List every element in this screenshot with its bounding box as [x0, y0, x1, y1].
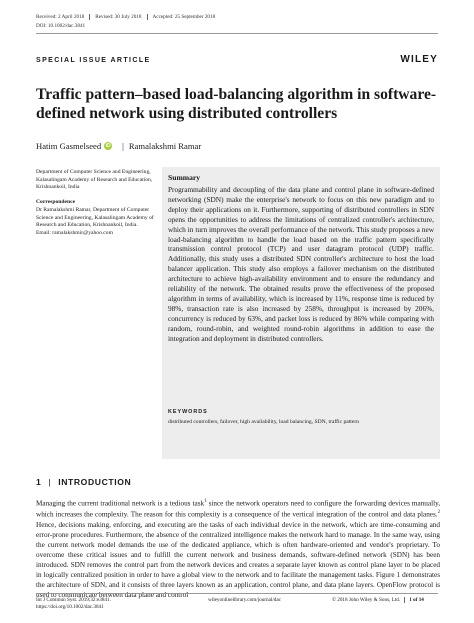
article-type: SPECIAL ISSUE ARTICLE [36, 57, 151, 64]
body-text-part: Managing the current traditional network is a tedious task [36, 499, 205, 508]
section-number: 1 [36, 477, 42, 487]
doi[interactable]: DOI: 10.1002/dac.3841 [36, 23, 86, 29]
section-separator: | [48, 477, 52, 487]
journal-site-link[interactable]: wileyonlinelibrary.com/journal/dac [208, 597, 281, 603]
orcid-icon[interactable]: iD [105, 143, 111, 149]
keywords-list: distributed controllers, failover, high availability, load balancing, SDN, traffic pattern [168, 419, 359, 425]
affiliation-column [36, 169, 158, 238]
revised-date: Revised: 30 July 2018 [95, 14, 147, 20]
summary-text: Programmability and decoupling of the data plane and control plane in software-defined networking (SDN) make the enterprise's network to focus on this new paradigm and to deploy their applications on it. Furthermore, supporting of distributed controllers in SDN opens the opportunities to address the limitations of centralized controller's architecture, which in turn improves the overall performance of the network. This study proposes a new load-balancing algorithm to handle the load based on the traffic pattern specifically transmission control protocol (TCP) and user datagram protocol (UDP) traffic. Additionally, this study uses a distributed SDN controller's architecture to host the load balancer application. This study also employs a failover mechanism on the distributed architecture to achieve high-availability environment and to ensure the redundancy and reliability of the network. The obtained results prove the effectiveness of the proposed algorithm in terms of availability, which is increased by 11%, response time is reduced by 98%, transaction rate is also increased by 258%, throughput is increased by 206%, concurrency is reduced by 63%, and packet loss is reduced by 86% while comparing with random, round-robin, and weighted round-robin algorithms in addition to ease the integration and deployment in distributed controllers. [168, 185, 434, 343]
article-history [36, 14, 225, 20]
body-paragraph [36, 497, 440, 600]
author-name[interactable]: Ramalakshmi Ramar [128, 141, 202, 151]
section-title: INTRODUCTION [58, 477, 132, 487]
section-heading [36, 477, 131, 487]
journal-citation: Int J Commun Syst. 2019;32:e3841. [36, 597, 111, 603]
header-divider [36, 33, 438, 34]
received-date: Received: 2 April 2018 [36, 14, 90, 20]
accepted-date: Accepted: 25 September 2018 [152, 14, 216, 20]
body-text-part: Hence, decisions making, enforcing, and executing are the tasks of each individual device in the network, which are time-consuming and error-prone procedures. Furthermore, the absence of the centralized intelligence makes the network hard to manage. In the same way, using the current network model demands the use of the dedicated appliance, which is often hardware-oriented and vendor's proprietary. To overcome these critical issues and to fulfill the current network and business demands, software-defined network (SDN) has been introduced. SDN removes the control part from the network devices and creates a separate layer known as control plane layer to be placed in logically centralized position in order to have a global view to the network and to facilitate the management tasks. Figure 1 demonstrates the architecture of SDN, and it consists of three layers known as an application, control plane, and data plane layers. OpenFlow protocol is used to communicate between data plane and control [36, 520, 440, 599]
citation-ref[interactable]: 1 [204, 499, 207, 504]
affiliation: Department of Computer Science and Engineering, Kalasalingam Academy of Research and Education, Krishnankoil, India [36, 169, 153, 191]
paper-title: Traffic pattern–based load-balancing algorithm in software-defined network using distributed controllers [36, 86, 437, 122]
footer-divider [36, 593, 438, 594]
doi-link[interactable]: https://doi.org/10.1002/dac.3841 [36, 604, 104, 611]
keywords-heading: KEYWORDS [168, 409, 208, 415]
correspondence-email[interactable]: Email: ramalakshmir@yahoo.com [36, 229, 113, 236]
copyright: © 2018 John Wiley & Sons, Ltd. [332, 597, 401, 603]
body-text-part: since the network operators need to configure the forwarding devices manually, which increases the complexity. The reason for this complexity is a consequence of the vertical integration of the control and data planes. [36, 499, 440, 519]
author-name[interactable]: Hatim Gasmelseed [36, 141, 102, 151]
summary-heading: Summary [168, 173, 201, 182]
author-list [36, 141, 201, 151]
page-number: 1 of 14 [404, 597, 424, 603]
summary-box [162, 167, 440, 459]
correspondence-address: Dr Ramalakshmi Ramar, Department of Computer Science and Engineering, Kalasalingam Academy of Research and Education, Krishnankoil, India. [36, 206, 154, 229]
publisher-logo: WILEY [400, 54, 438, 65]
footer-right [332, 597, 424, 603]
footer-citation [36, 597, 111, 612]
citation-ref[interactable]: 2 [437, 510, 440, 516]
author-separator: | [122, 141, 124, 151]
correspondence-heading: Correspondence [36, 199, 76, 206]
